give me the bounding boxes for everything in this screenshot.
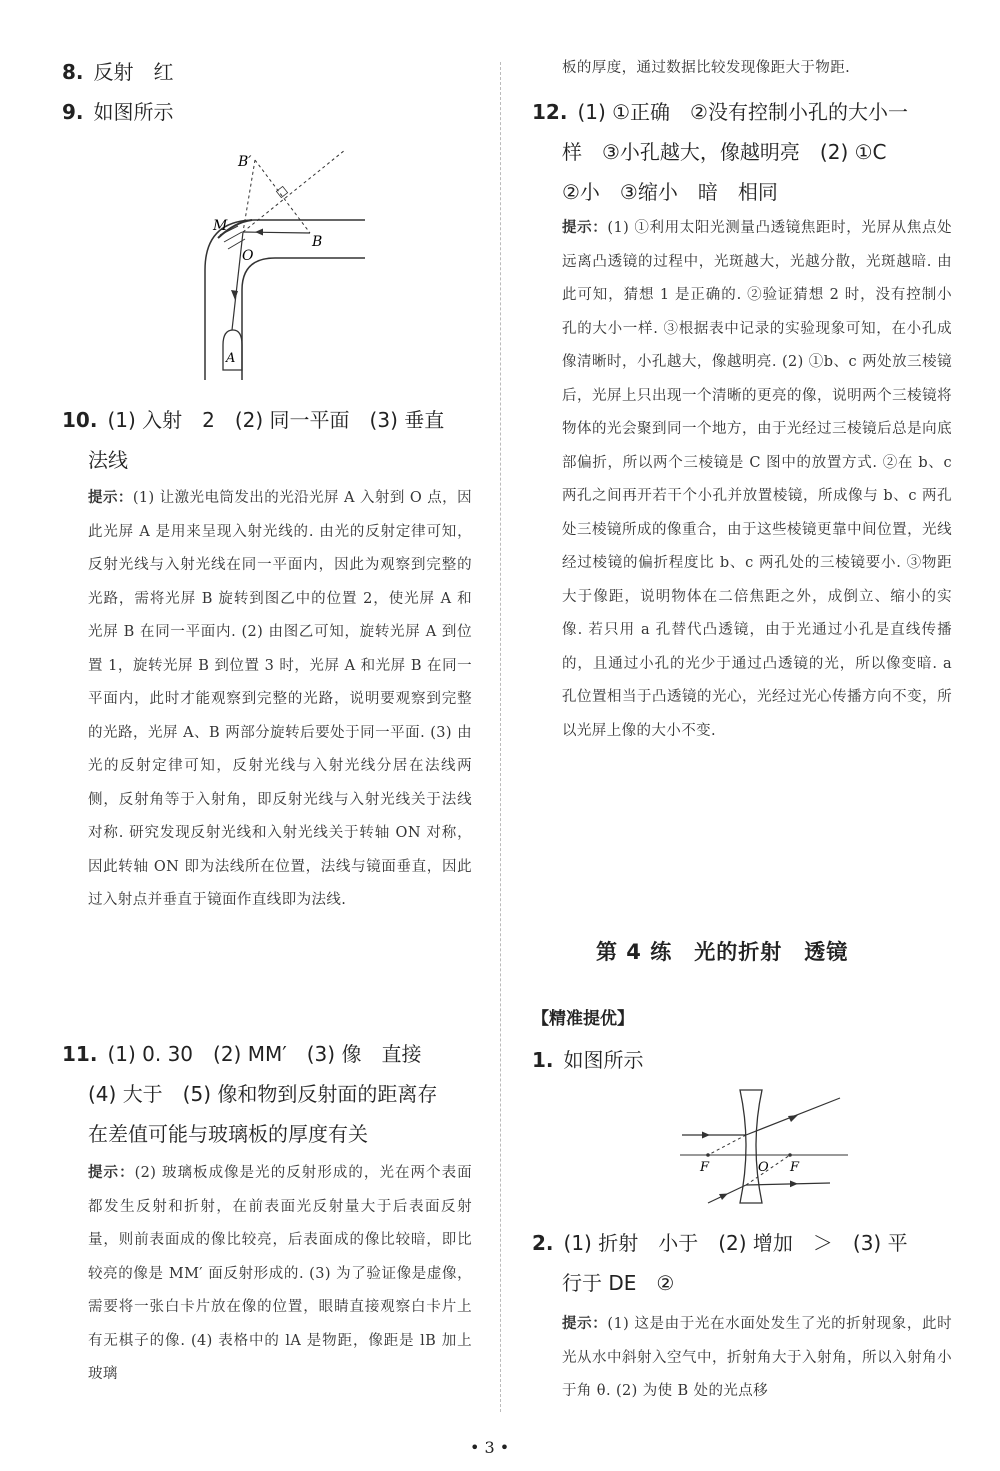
lens-figure: [680, 1085, 850, 1215]
label-b: B: [312, 234, 323, 250]
question-11-hint: 提示：(2) 玻璃板成像是光的反射形成的，光在两个表面都发生反射和折射，在前表面光反射量大于后表面反射量，则前表面成的像比较亮，后表面成的像比较暗，即比较亮的像是 MM′ 面反射形成的. (3) 为了验证像是虚像，需要将一张白卡片放在像的位置，眼睛直接观察白卡片上有无棋子的像. (4) 表格中的 lA 是物距，像距是 lB 加上玻璃: [88, 1165, 473, 1382]
label-f-right: F: [790, 1160, 800, 1175]
column-divider: [500, 62, 501, 1412]
label-m: M: [213, 218, 228, 234]
reflection-figure: [180, 140, 380, 410]
label-f-left: F: [700, 1160, 710, 1175]
label-b-prime: B′: [238, 154, 252, 170]
section-bracket-label: 【精准提优】: [532, 1009, 634, 1029]
question-10: 10. (1) 入射 2 (2) 同一平面 (3) 垂直 法线: [62, 408, 445, 472]
label-a: A: [226, 351, 236, 366]
question-10-hint: 提示：(1) 让激光电筒发出的光沿光屏 A 入射到 O 点，因此光屏 A 是用来呈现入射光线的. 由光的反射定律可知，反射光线与入射光线在同一平面内，因此为观察到完整的光路，需将光屏 B 旋转到图乙中的位置 2，使光屏 A 和光屏 B 在同一平面内. (2) 由图乙可知，旋转光屏 A 到位置 1，旋转光屏 B 到位置 3 时，光屏 A 和光屏 B 在同一平面内，此时才能观察到完整的光路，说明要观察到完整的光路，光屏 A、B 两部分旋转后要处于同一平面. (3) 由光的反射定律可知，反射光线与入射光线分居在法线两侧，反射角等于入射角，即反射光线与入射光线关于法线对称. 研究发现反射光线和入射光线关于转轴 ON 对称，因此转轴 ON 即为法线所在位置，法线与镜面垂直，因此过入射点并垂直于镜面作直线即为法线.: [88, 490, 472, 908]
question-2-hint: 提示：(1) 这是由于光在水面处发生了光的折射现象，此时光从水中斜射入空气中，折射角大于入射角，所以入射角小于角 θ. (2) 为使 B 处的光点移: [562, 1316, 952, 1399]
question-1: 1. 如图所示: [532, 1048, 644, 1072]
label-o-lens: O: [758, 1160, 769, 1175]
continued-text: 板的厚度，通过数据比较发现像距大于物距.: [562, 60, 851, 76]
section-title: 第 4 练 光的折射 透镜: [596, 940, 849, 964]
question-12: 12. (1) ①正确 ②没有控制小孔的大小一 样 ③小孔越大，像越明亮 (2) ①C ②小 ③缩小 暗 相同: [532, 100, 908, 204]
question-8: 8. 反射 红: [62, 60, 174, 84]
label-o: O: [242, 248, 254, 264]
question-9: 9. 如图所示: [62, 100, 174, 124]
question-2: 2. (1) 折射 小于 (2) 增加 ＞ (3) 平 行于 DE ②: [532, 1231, 908, 1295]
page-number: • 3 •: [470, 1438, 510, 1457]
question-12-hint: 提示：(1) ①利用太阳光测量凸透镜焦距时，光屏从焦点处远离凸透镜的过程中，光斑越大，光越分散，光斑越暗. 由此可知，猜想 1 是正确的. ②验证猜想 2 时，没有控制小孔的大小一样. ③根据表中记录的实验现象可知，在小孔成像清晰时，小孔越大，像越明亮. (2) ①b、c 两处放三棱镜后，光屏上只出现一个清晰的更亮的像，说明两个三棱镜将物体的光会聚到同一个地方，由于光经过三棱镜后总是向底部偏折，所以两个三棱镜是 C 图中的放置方式. ②在 b、c 两孔之间再开若干个小孔并放置棱镜，所成像与 b、c 两孔处三棱镜所成的像重合，由于这些棱镜更靠中间位置，光线经过棱镜的偏折程度比 b、c 两孔处的三棱镜要小. ③物距大于像距，说明物体在二倍焦距之外，成倒立、缩小的实像. 若只用 a 孔替代凸透镜，由于光通过小孔是直线传播的，且通过小孔的光少于通过凸透镜的光，所以像变暗. a 孔位置相当于凸透镜的光心，光经过光心传播方向不变，所以光屏上像的大小不变.: [562, 220, 952, 739]
question-11: 11. (1) 0. 30 (2) MM′ (3) 像 直接 (4) 大于 (5) 像和物到反射面的距离存 在差值可能与玻璃板的厚度有关: [62, 1042, 438, 1146]
